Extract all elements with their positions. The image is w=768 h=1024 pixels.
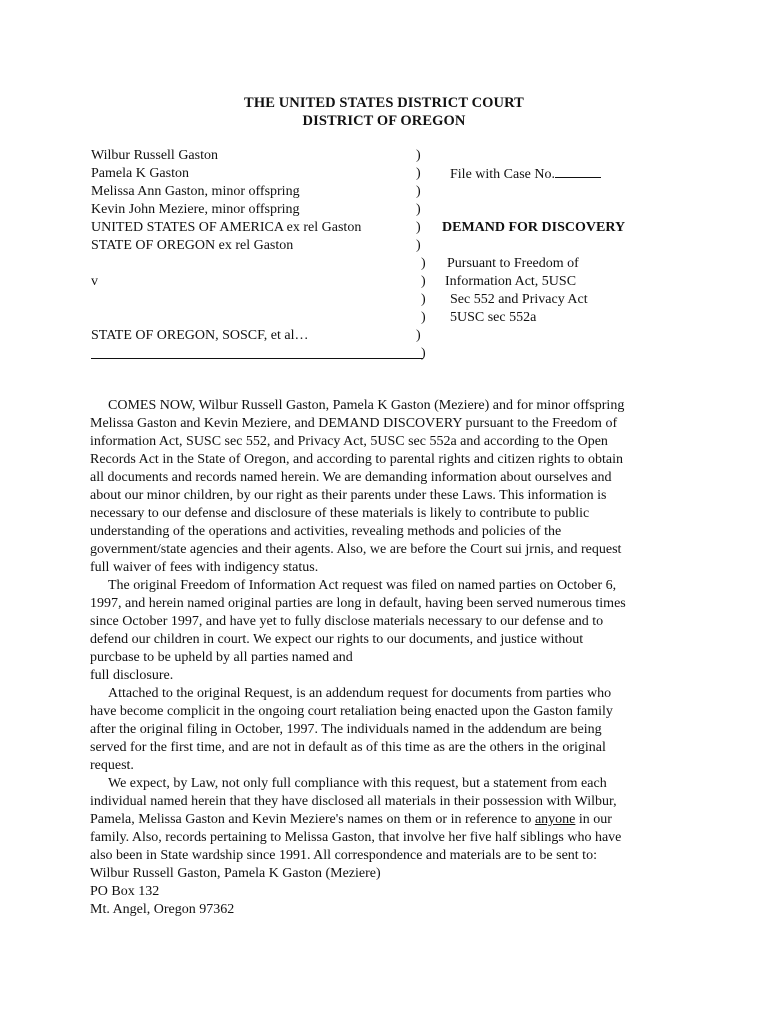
body-line: 1997, and herein named original parties are long in default, having been served numerous times [90,596,626,611]
case-number-label [450,165,601,184]
body-line: after the original filing in October, 1997. The individuals named in the addendum are being [90,722,602,737]
body-text [90,397,680,919]
document-title: DEMAND FOR DISCOVERY [442,220,626,235]
body-line: Records Act in the State of Oregon, and according to parental rights and citizen rights to obtain [90,452,624,467]
caption-paren: ) [416,184,421,199]
caption-paren: ) [416,202,421,217]
body-line: government/state agencies and their agents. Also, we are before the Court sui jrnis, and request [90,542,622,557]
body-line: all documents and records named herein. We are demanding information about ourselves and [90,470,612,485]
body-line: understanding of the operations and activities, revealing methods and policies of the [90,524,562,539]
body-line: Melissa Gaston and Kevin Meziere, and DEMAND DISCOVERY pursuant to the Freedom of [90,416,618,431]
address-line: Wilbur Russell Gaston, Pamela K Gaston (Meziere) [90,866,381,881]
court-district: DISTRICT OF OREGON [302,113,466,129]
body-line: have become complicit in the ongoing court retaliation being enacted upon the Gaston family [90,704,613,719]
body-line: purcbase to be upheld by all parties named and [90,650,353,665]
party-name: Wilbur Russell Gaston [91,148,218,163]
body-line-segment: Pamela, Melissa Gaston and Kevin Meziere's names on them or in reference to [90,812,535,827]
body-line: necessary to our defense and disclosure of these materials is likely to contribute to public [90,506,590,521]
body-line: COMES NOW, Wilbur Russell Gaston, Pamela K Gaston (Meziere) and for minor offspring [108,398,625,413]
pursuant-line: 5USC sec 552a [450,310,537,325]
pursuant-line: Information Act, 5USC [445,274,577,289]
body-line: defend our children in court. We expect our rights to our documents, and justice without [90,632,584,647]
court-title: THE UNITED STATES DISTRICT COURT [244,95,524,111]
body-line: served for the first time, and are not in default as of this time as are the others in the original [90,740,606,755]
caption-paren: ) [416,148,421,163]
caption-rule [91,358,423,359]
versus-label: v [91,274,98,289]
caption-paren: ) [416,166,421,181]
body-line: since October 1997, and have yet to fully disclose materials necessary to our defense and to [90,614,604,629]
underlined-word: anyone [534,812,576,827]
body-line: We expect, by Law, not only full compliance with this request, but a statement from each [108,776,607,791]
party-name: Kevin John Meziere, minor offspring [91,202,300,217]
body-line [90,811,680,829]
caption-paren: ) [421,292,426,307]
pursuant-line: Pursuant to Freedom of [447,256,579,271]
caption-paren: ) [416,238,421,253]
defendant-name: STATE OF OREGON, SOSCF, et al… [91,328,309,343]
body-line: family. Also, records pertaining to Melissa Gaston, that involve her five half siblings who have [90,830,622,845]
pursuant-line: Sec 552 and Privacy Act [450,292,588,307]
body-line-segment: in our [575,812,612,827]
body-line: request. [90,758,134,773]
body-line: also been in State wardship since 1991. All correspondence and materials are to be sent to: [90,848,597,863]
caption-paren: ) [416,328,421,343]
body-line: information Act, SUSC sec 552, and Privacy Act, 5USC sec 552a and according to the Open [90,434,608,449]
caption-paren: ) [421,346,426,361]
address-line: Mt. Angel, Oregon 97362 [90,902,235,917]
body-line: individual named herein that they have disclosed all materials in their possession with Wilbur, [90,794,617,809]
party-name: STATE OF OREGON ex rel Gaston [91,238,294,253]
body-line: The original Freedom of Information Act request was filed on named parties on October 6, [108,578,617,593]
party-name: Pamela K Gaston [91,166,189,181]
party-name: UNITED STATES OF AMERICA ex rel Gaston [91,220,362,235]
party-name: Melissa Ann Gaston, minor offspring [91,184,300,199]
body-line: full disclosure. [90,668,174,683]
body-line: Attached to the original Request, is an addendum request for documents from parties who [108,686,612,701]
body-line: about our minor children, by our right as their parents under these Laws. This information is [90,488,607,503]
case-number-text: File with Case No. [450,167,555,182]
body-line: full waiver of fees with indigency status. [90,560,319,575]
caption-paren: ) [421,310,426,325]
caption-paren: ) [421,274,426,289]
address-line: PO Box 132 [90,884,160,899]
caption-paren: ) [421,256,426,271]
case-number-blank [555,165,601,178]
caption-paren: ) [416,220,421,235]
